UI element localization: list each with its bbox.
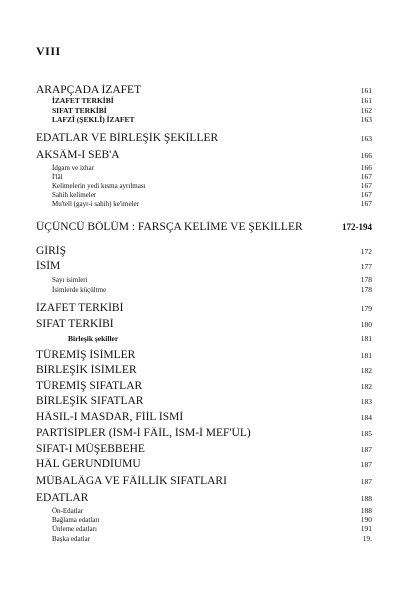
toc-entry-title: ÜÇÜNCÜ BÖLÜM : FARSÇA KELİME VE ŞEKİLLER: [36, 221, 303, 233]
toc-entry-page: 166: [360, 151, 372, 160]
toc-entry-page: 162: [360, 106, 372, 115]
toc-entry: [52, 199, 372, 208]
toc-entry-page: 187: [360, 460, 372, 469]
toc-entry: [52, 172, 372, 181]
toc-entry-page: 183: [360, 397, 372, 406]
toc-entry-page: 181: [360, 334, 372, 343]
toc-entry-title: GİRİŞ: [36, 245, 67, 257]
toc-entry: [36, 245, 372, 257]
toc-entry: [36, 84, 372, 96]
toc-entry-title: SIFAT TERKİBİ: [36, 318, 114, 330]
toc-entry-title: Mu'tell (gayr-i sahih) ke'imeler: [52, 200, 139, 208]
toc-entry-title: MÜBALÂGA VE FÂİLLİK SIFATLARI: [36, 475, 227, 487]
toc-entry-page: 182: [360, 382, 372, 391]
toc-entry-page: 163: [360, 115, 372, 124]
toc-entry-page: 179: [360, 304, 372, 313]
toc-entry-page: 184: [360, 413, 372, 422]
toc-entry-page: 163: [360, 134, 372, 143]
toc-entry: [52, 285, 372, 294]
toc-entry-page: 185: [360, 429, 372, 438]
toc-entry: [36, 221, 372, 233]
toc-entry: [36, 411, 372, 423]
toc-entry-title: SIFAT TERKİBİ: [52, 106, 107, 115]
toc-entry-page: 19.: [362, 534, 372, 543]
toc-entry: [52, 106, 372, 115]
toc-entry-title: İdgam ve izhar: [52, 164, 94, 172]
toc-entry-title: İZAFET TERKİBİ: [36, 302, 124, 314]
toc-entry-title: TÜREMİŞ İSİMLER: [36, 349, 136, 361]
toc-entry: [52, 181, 372, 190]
toc-entry: [52, 96, 372, 105]
toc-entry: [52, 115, 372, 124]
toc-entry: [36, 492, 372, 504]
toc-entry: [36, 349, 372, 361]
toc-entry-page: 188: [360, 506, 372, 515]
toc-entry: [36, 380, 372, 392]
toc-entry-page: 187: [360, 477, 372, 486]
toc-entry: [36, 443, 372, 455]
toc-entry-page: 167: [360, 190, 372, 199]
toc-entry: [52, 534, 372, 543]
toc-entry: [36, 475, 372, 487]
toc-entry-title: Bağlama edatları: [52, 516, 100, 524]
toc-entry: [36, 395, 372, 407]
toc-entry-page: 161: [360, 86, 372, 95]
toc-entry-title: Sahih kelimeler: [52, 191, 97, 199]
toc-entry-page: 166: [360, 163, 372, 172]
toc-entry: [68, 334, 372, 343]
toc-entry-page: 167: [360, 181, 372, 190]
toc-entry-page: 167: [360, 199, 372, 208]
toc-entry-page: 172-194: [342, 222, 372, 232]
toc-entry-title: Ünleme edatları: [52, 525, 97, 533]
toc-entry-title: İSİM: [36, 260, 61, 272]
toc-entry-title: HÂL GERUNDİUMU: [36, 458, 141, 470]
toc-entry-title: EDATLAR VE BİRLEŞİK ŞEKİLLER: [36, 132, 219, 144]
toc-entry-title: Başka edatlar: [52, 535, 90, 543]
toc-entry-page: 178: [360, 285, 372, 294]
toc-entry-title: TÜREMİŞ SIFATLAR: [36, 380, 143, 392]
toc-entry-title: İsimlerde küçültme: [52, 286, 107, 294]
toc-entry: [52, 190, 372, 199]
toc-entry: [52, 524, 372, 533]
toc-entry-title: İ'lâl: [52, 173, 63, 181]
toc-entry-page: 187: [360, 445, 372, 454]
toc-entry-title: BİRLEŞİK İSİMLER: [36, 364, 137, 376]
toc-entry-page: 177: [360, 262, 372, 271]
toc-entry-title: Ön-Edatlar: [52, 507, 84, 515]
page-number: VIII: [36, 44, 61, 58]
toc-entry-title: Birleşik şekiller: [68, 334, 119, 343]
toc-entry-title: Kelimelerin yedi kısma ayrılması: [52, 182, 146, 190]
toc-entry-title: LAFZÎ (ŞEKLÎ) İZAFET: [52, 115, 135, 124]
toc-entry-page: 172: [360, 247, 372, 256]
toc-entry-page: 188: [360, 494, 372, 503]
toc-entry-title: SIFAT-I MÜŞEBBEHE: [36, 443, 145, 455]
toc-entry: [36, 318, 372, 330]
toc-entry: [36, 364, 372, 376]
toc-entry-title: Sayı isimleri: [52, 276, 88, 284]
toc-entry: [36, 427, 372, 439]
toc-entry-page: 178: [360, 275, 372, 284]
toc-entry: [52, 275, 372, 284]
toc-entry-title: İZAFET TERKİBİ: [52, 96, 114, 105]
toc-entry-title: HÂSIL-I MASDAR, FİİL İSMİ: [36, 411, 184, 423]
toc-entry-page: 180: [360, 320, 372, 329]
toc-entry-page: 167: [360, 172, 372, 181]
toc-entry-title: PARTİSİPLER (İSM-İ FÂİL, İSM-İ MEF'ÛL): [36, 427, 251, 439]
toc-entry: [52, 515, 372, 524]
toc-entry: [36, 149, 372, 161]
toc-entry-title: AKSÂM-I SEB'A: [36, 149, 120, 161]
toc-entry: [36, 302, 372, 314]
toc-entry-title: BİRLEŞİK SIFATLAR: [36, 395, 144, 407]
toc-entry-page: 182: [360, 366, 372, 375]
toc-entry: [36, 458, 372, 470]
toc-entry-page: 161: [360, 96, 372, 105]
toc-entry-page: 191: [360, 524, 372, 533]
toc-entry: [36, 132, 372, 144]
toc-entry-page: 190: [360, 515, 372, 524]
toc-entry: [36, 260, 372, 272]
toc-entry-title: EDATLAR: [36, 492, 89, 504]
toc-entry-page: 181: [360, 351, 372, 360]
toc-entry-title: ARAPÇADA İZAFET: [36, 84, 142, 96]
toc-entry: [52, 506, 372, 515]
toc-entry: [52, 163, 372, 172]
